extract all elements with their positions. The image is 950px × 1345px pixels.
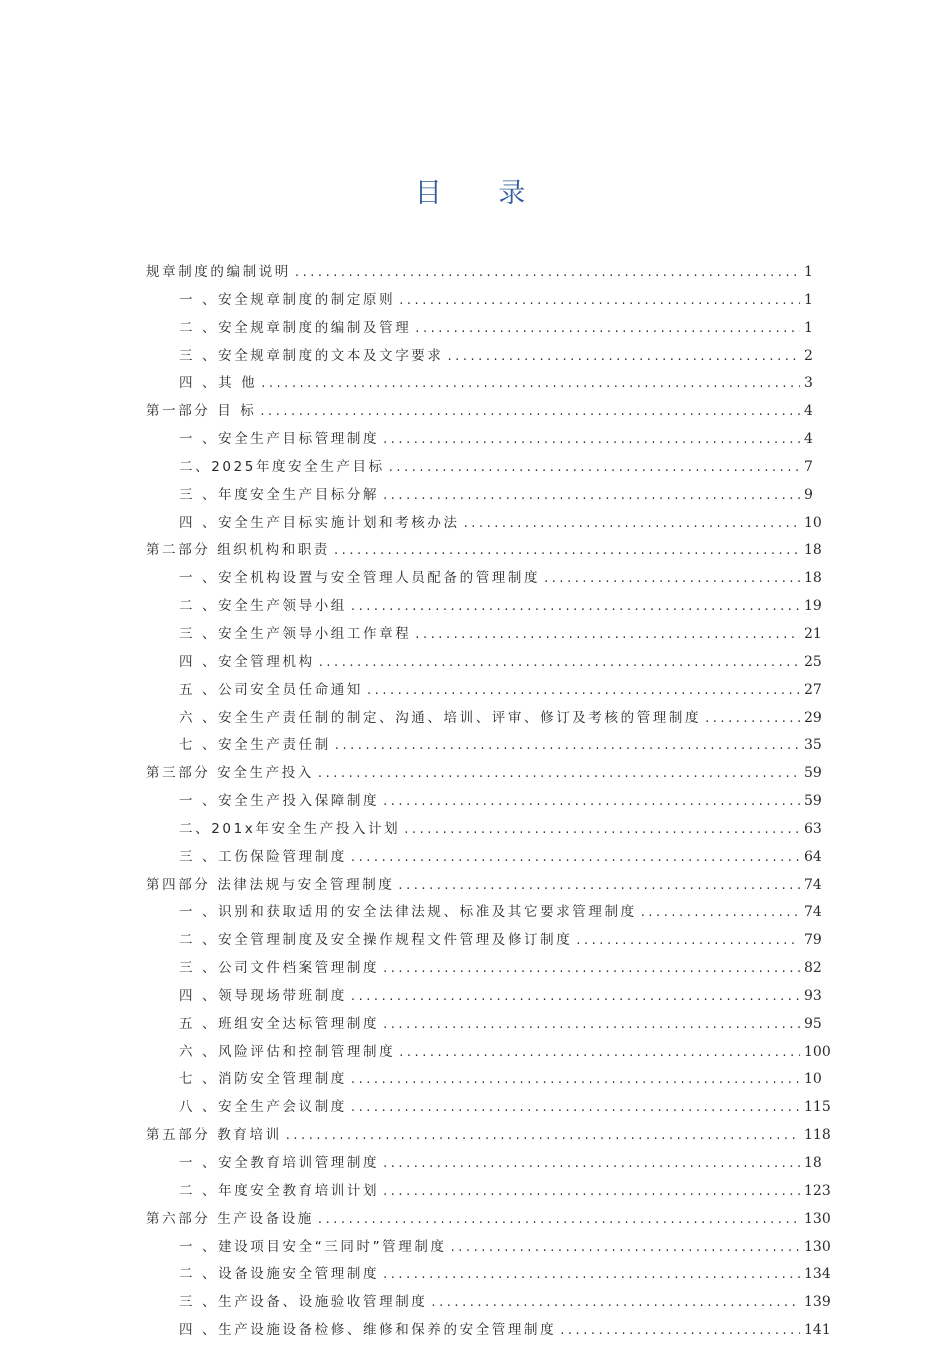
toc-page-number: 115: [804, 1099, 831, 1116]
toc-entry-text: 二、201x年安全生产投入计划: [179, 820, 401, 837]
dot-leader: [544, 565, 800, 593]
toc-page-number: 18: [804, 1155, 822, 1171]
toc-page-number: 1: [804, 319, 813, 336]
toc-entry-text: 八 、安全生产会议制度: [179, 1099, 347, 1116]
dot-leader: [318, 1206, 800, 1234]
dot-leader: [351, 1094, 800, 1122]
toc-entry-text: 三 、安全规章制度的文本及文字要求: [179, 347, 444, 364]
dot-leader: [295, 259, 800, 287]
toc-page-number: 74: [804, 876, 822, 893]
toc-item[interactable]: [0, 370, 950, 398]
toc-entry-text: 三 、工伤保险管理制度: [179, 848, 347, 865]
toc-entry-text: 五 、班组安全达标管理制度: [179, 1015, 380, 1032]
toc-entry-text: 一 、建设项目安全“三同时”管理制度: [179, 1238, 447, 1255]
dot-leader: [448, 343, 801, 371]
toc-entry-text: 二 、安全生产领导小组: [179, 598, 347, 615]
dot-leader: [415, 315, 800, 343]
toc-page-number: 3: [804, 375, 813, 392]
dot-leader: [399, 1039, 800, 1067]
toc-entry-text: 七 、消防安全管理制度: [179, 1071, 347, 1088]
dot-leader: [383, 426, 800, 454]
toc-item[interactable]: [0, 927, 950, 955]
toc-page-number: 123: [804, 1182, 831, 1199]
toc-page-number: 82: [804, 960, 822, 977]
toc-page-number: 2: [804, 347, 813, 364]
dot-leader: [560, 1317, 800, 1345]
toc-page-number: 79: [804, 932, 822, 949]
toc-item[interactable]: [0, 510, 950, 538]
toc-entry-text: 一 、安全生产目标管理制度: [179, 431, 380, 448]
dot-leader: [335, 732, 800, 760]
dot-leader: [260, 398, 800, 426]
toc-entry-text: 一 、安全规章制度的制定原则: [179, 291, 396, 308]
dot-leader: [383, 788, 800, 816]
dot-leader: [318, 760, 800, 788]
dot-leader: [334, 537, 800, 565]
toc-entry-text: 一 、识别和获取适用的安全法律法规、标准及其它要求管理制度: [179, 904, 637, 921]
toc-page-number: 1: [804, 291, 813, 308]
toc-page-number: 25: [804, 653, 822, 670]
toc-entry-text: 四 、生产设施设备检修、维修和保养的安全管理制度: [179, 1322, 557, 1339]
dot-leader: [451, 1234, 800, 1262]
dot-leader: [383, 1178, 800, 1206]
toc-entry-text: 四 、安全管理机构: [179, 653, 315, 670]
toc-entry-text: 七 、安全生产责任制: [179, 737, 331, 754]
toc-entry-text: 第六部分 生产设备设施: [146, 1210, 314, 1227]
toc-item[interactable]: [0, 287, 950, 315]
toc-page-number: 19: [804, 598, 822, 615]
toc-page-number: 100: [804, 1043, 831, 1060]
toc-item[interactable]: [0, 1317, 950, 1345]
toc-entry-text: 第三部分 安全生产投入: [146, 765, 314, 782]
toc-page-number: 139: [804, 1294, 831, 1311]
toc-entry-text: 三 、公司文件档案管理制度: [179, 960, 380, 977]
toc-item[interactable]: [0, 343, 950, 371]
toc-page-number: 18: [804, 570, 822, 587]
dot-leader: [705, 705, 800, 733]
toc-page-number: 35: [804, 737, 822, 754]
toc-page-number: 1: [804, 264, 813, 280]
dot-leader: [286, 1122, 800, 1150]
dot-leader: [367, 677, 800, 705]
toc-item[interactable]: [0, 1094, 950, 1122]
toc-section[interactable]: [0, 760, 950, 788]
toc-entry-text: 四 、安全生产目标实施计划和考核办法: [179, 514, 460, 531]
toc-item[interactable]: [0, 899, 950, 927]
page-title: 目 录: [414, 178, 550, 209]
dot-leader: [415, 621, 800, 649]
dot-leader: [641, 899, 800, 927]
toc-item[interactable]: [0, 482, 950, 510]
toc-item[interactable]: [0, 1261, 950, 1289]
toc-item[interactable]: [0, 315, 950, 343]
toc-item[interactable]: [0, 1066, 950, 1094]
toc-entry-text: 第四部分 法律法规与安全管理制度: [146, 876, 395, 893]
toc-item[interactable]: [0, 955, 950, 983]
toc-section[interactable]: [0, 398, 950, 426]
toc-page-number: 63: [804, 820, 822, 837]
toc-page-number: 21: [804, 625, 822, 642]
toc-item[interactable]: [0, 565, 950, 593]
toc-entry-text: 二 、设备设施安全管理制度: [179, 1266, 380, 1283]
toc-page-number: 7: [804, 458, 813, 475]
toc-page-number: 27: [804, 681, 822, 698]
dot-leader: [383, 1150, 800, 1178]
toc-section[interactable]: [0, 1122, 950, 1150]
dot-leader: [383, 1011, 800, 1039]
toc-page-number: 4: [804, 403, 813, 420]
toc-item[interactable]: [0, 983, 950, 1011]
dot-leader: [351, 844, 800, 872]
toc-entry-text: 四 、其 他: [179, 375, 258, 392]
toc-item[interactable]: [0, 788, 950, 816]
dot-leader: [464, 510, 800, 538]
toc-entry-text: 三 、安全生产领导小组工作章程: [179, 625, 412, 642]
toc-entry-text: 二 、年度安全教育培训计划: [179, 1182, 380, 1199]
toc-item[interactable]: [0, 1039, 950, 1067]
toc-item[interactable]: [0, 593, 950, 621]
toc-item[interactable]: [0, 1150, 950, 1178]
toc-page-number: 9: [804, 486, 813, 503]
table-of-contents: [0, 259, 950, 1345]
toc-item[interactable]: [0, 732, 950, 760]
toc-page-number: 95: [804, 1015, 822, 1032]
toc-entry-text: 规章制度的编制说明: [146, 264, 291, 280]
toc-section[interactable]: [0, 872, 950, 900]
toc-entry-text: 一 、安全教育培训管理制度: [179, 1155, 380, 1171]
toc-page-number: 74: [804, 904, 822, 921]
toc-entry-text: 六 、安全生产责任制的制定、沟通、培训、评审、修订及考核的管理制度: [179, 709, 702, 726]
toc-entry-text: 二 、安全规章制度的编制及管理: [179, 319, 412, 336]
toc-section[interactable]: [0, 537, 950, 565]
dot-leader: [404, 816, 800, 844]
toc-page-number: 4: [804, 431, 813, 448]
dot-leader: [319, 649, 800, 677]
dot-leader: [431, 1289, 800, 1317]
toc-entry-text: 第五部分 教育培训: [146, 1127, 282, 1144]
toc-item[interactable]: [0, 1234, 950, 1262]
toc-page-number: 10: [804, 514, 822, 531]
toc-item[interactable]: [0, 705, 950, 733]
toc-entry-text: 六 、风险评估和控制管理制度: [179, 1043, 396, 1060]
dot-leader: [351, 1066, 800, 1094]
toc-page-number: 118: [804, 1127, 831, 1144]
toc-page-number: 134: [804, 1266, 831, 1283]
toc-page-number: 29: [804, 709, 822, 726]
toc-item[interactable]: [0, 1011, 950, 1039]
dot-leader: [576, 927, 800, 955]
toc-entry-text: 第二部分 组织机构和职责: [146, 542, 330, 559]
toc-page-number: 64: [804, 848, 822, 865]
toc-item[interactable]: [0, 1289, 950, 1317]
dot-leader: [261, 370, 800, 398]
dot-leader: [383, 482, 800, 510]
toc-item[interactable]: [0, 649, 950, 677]
dot-leader: [383, 1261, 800, 1289]
toc-item[interactable]: [0, 426, 950, 454]
toc-entry-text: 第一部分 目 标: [146, 403, 257, 420]
dot-leader: [399, 287, 800, 315]
toc-item[interactable]: [0, 621, 950, 649]
toc-entry-text: 三 、生产设备、设施验收管理制度: [179, 1294, 428, 1311]
toc-page-number: 59: [804, 765, 822, 782]
toc-item[interactable]: [0, 454, 950, 482]
toc-page-number: 93: [804, 987, 822, 1004]
toc-entry-text: 三 、年度安全生产目标分解: [179, 486, 380, 503]
toc-page-number: 18: [804, 542, 822, 559]
dot-leader: [398, 872, 800, 900]
toc-page-number: 59: [804, 793, 822, 810]
toc-page-number: 10: [804, 1071, 822, 1088]
toc-entry-text: 五 、公司安全员任命通知: [179, 681, 363, 698]
toc-item[interactable]: [0, 1178, 950, 1206]
toc-entry-text: 四 、领导现场带班制度: [179, 987, 347, 1004]
toc-section[interactable]: [0, 1206, 950, 1234]
toc-entry-text: 二、2025年度安全生产目标: [179, 458, 385, 475]
toc-entry-text: 一 、安全机构设置与安全管理人员配备的管理制度: [179, 570, 541, 587]
toc-entry-text: 一 、安全生产投入保障制度: [179, 793, 380, 810]
toc-item[interactable]: [0, 816, 950, 844]
toc-item[interactable]: [0, 844, 950, 872]
toc-item[interactable]: [0, 677, 950, 705]
toc-page-number: 130: [804, 1238, 831, 1255]
dot-leader: [351, 593, 800, 621]
toc-section[interactable]: [0, 259, 950, 287]
dot-leader: [383, 955, 800, 983]
toc-page-number: 141: [804, 1322, 831, 1339]
dot-leader: [389, 454, 800, 482]
toc-entry-text: 二 、安全管理制度及安全操作规程文件管理及修订制度: [179, 932, 573, 949]
toc-page-number: 130: [804, 1210, 831, 1227]
dot-leader: [351, 983, 800, 1011]
